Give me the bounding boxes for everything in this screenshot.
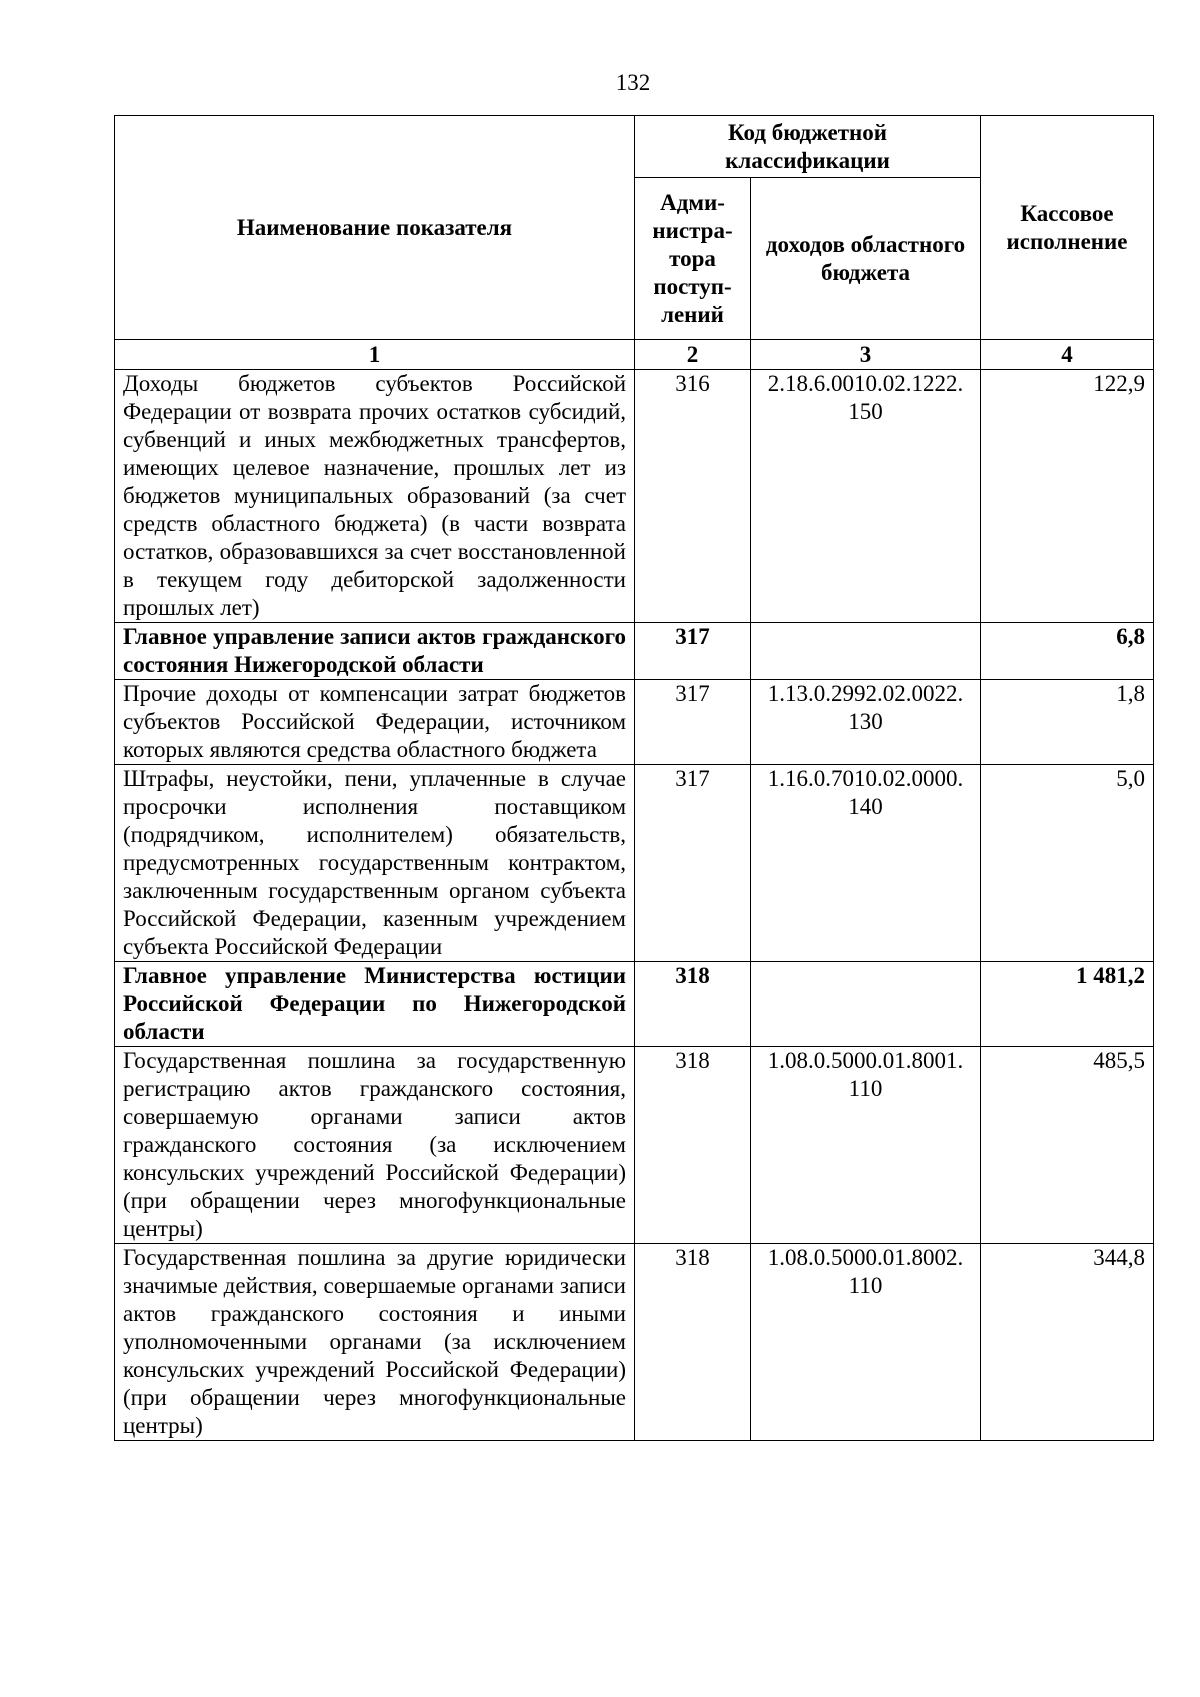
column-number-2: 2 (635, 340, 751, 370)
column-number-1: 1 (115, 340, 635, 370)
row-name: Главное управление записи актов гражданского состояния Нижегородской области (115, 623, 635, 680)
table-row (115, 765, 1154, 962)
row-admin-code: 318 (635, 1047, 751, 1244)
row-admin-code: 318 (635, 1244, 751, 1441)
row-amount: 1 481,2 (981, 962, 1154, 1047)
row-amount: 1,8 (981, 680, 1154, 765)
table-row (115, 623, 1154, 680)
row-name: Государственная пошлина за государственную регистрацию актов гражданского состояния, совершаемую органами записи актов гражданского состояния (за исключением консульских учреждений Российской Федерации) (при обращении через многофункциональные центры) (115, 1047, 635, 1244)
page-number: 132 (615, 70, 651, 95)
table-row (115, 1047, 1154, 1244)
row-admin-code: 317 (635, 765, 751, 962)
row-name: Прочие доходы от компенсации затрат бюджетов субъектов Российской Федерации, источником которых являются средства областного бюджета (115, 680, 635, 765)
header-cash-execution: Кассовое исполнение (981, 116, 1154, 340)
table-row (115, 962, 1154, 1047)
row-admin-code: 317 (635, 680, 751, 765)
table-row (115, 680, 1154, 765)
column-number-4: 4 (981, 340, 1154, 370)
column-number-3: 3 (751, 340, 981, 370)
row-income-code (751, 962, 981, 1047)
header-income: доходов областного бюджета (751, 178, 981, 340)
row-amount: 485,5 (981, 1047, 1154, 1244)
row-admin-code: 317 (635, 623, 751, 680)
row-amount: 6,8 (981, 623, 1154, 680)
header-admin: Адми-нистра-тора поступ-лений (635, 178, 751, 340)
budget-table (114, 115, 1154, 1441)
table-row (115, 1244, 1154, 1441)
header-code-group: Код бюджетной классификации (635, 116, 981, 178)
row-amount: 122,9 (981, 370, 1154, 623)
row-admin-code: 318 (635, 962, 751, 1047)
row-admin-code: 316 (635, 370, 751, 623)
row-income-code: 1.08.0.5000.01.8001. 110 (751, 1047, 981, 1244)
table-row (115, 370, 1154, 623)
row-income-code: 1.13.0.2992.02.0022. 130 (751, 680, 981, 765)
header-name: Наименование показателя (115, 116, 635, 340)
row-amount: 5,0 (981, 765, 1154, 962)
row-income-code: 1.08.0.5000.01.8002. 110 (751, 1244, 981, 1441)
row-amount: 344,8 (981, 1244, 1154, 1441)
row-name: Доходы бюджетов субъектов Российской Федерации от возврата прочих остатков субсидий, субвенций и иных межбюджетных трансфертов, имеющих целевое назначение, прошлых лет из бюджетов муниципальных образований (за счет средств областного бюджета) (в части возврата остатков, образовавшихся за счет восстановленной в текущем году дебиторской задолженности прошлых лет) (115, 370, 635, 623)
row-income-code: 1.16.0.7010.02.0000. 140 (751, 765, 981, 962)
row-name: Государственная пошлина за другие юридически значимые действия, совершаемые органами записи актов гражданского состояния и иными уполномоченными органами (за исключением консульских учреждений Российской Федерации) (при обращении через многофункциональные центры) (115, 1244, 635, 1441)
row-name: Штрафы, неустойки, пени, уплаченные в случае просрочки исполнения поставщиком (подрядчиком, исполнителем) обязательств, предусмотренных государственным контрактом, заключенным государственным органом субъекта Российской Федерации, казенным учреждением субъекта Российской Федерации (115, 765, 635, 962)
row-income-code: 2.18.6.0010.02.1222. 150 (751, 370, 981, 623)
row-name: Главное управление Министерства юстиции Российской Федерации по Нижегородской области (115, 962, 635, 1047)
row-income-code (751, 623, 981, 680)
table-body (115, 370, 1154, 1441)
